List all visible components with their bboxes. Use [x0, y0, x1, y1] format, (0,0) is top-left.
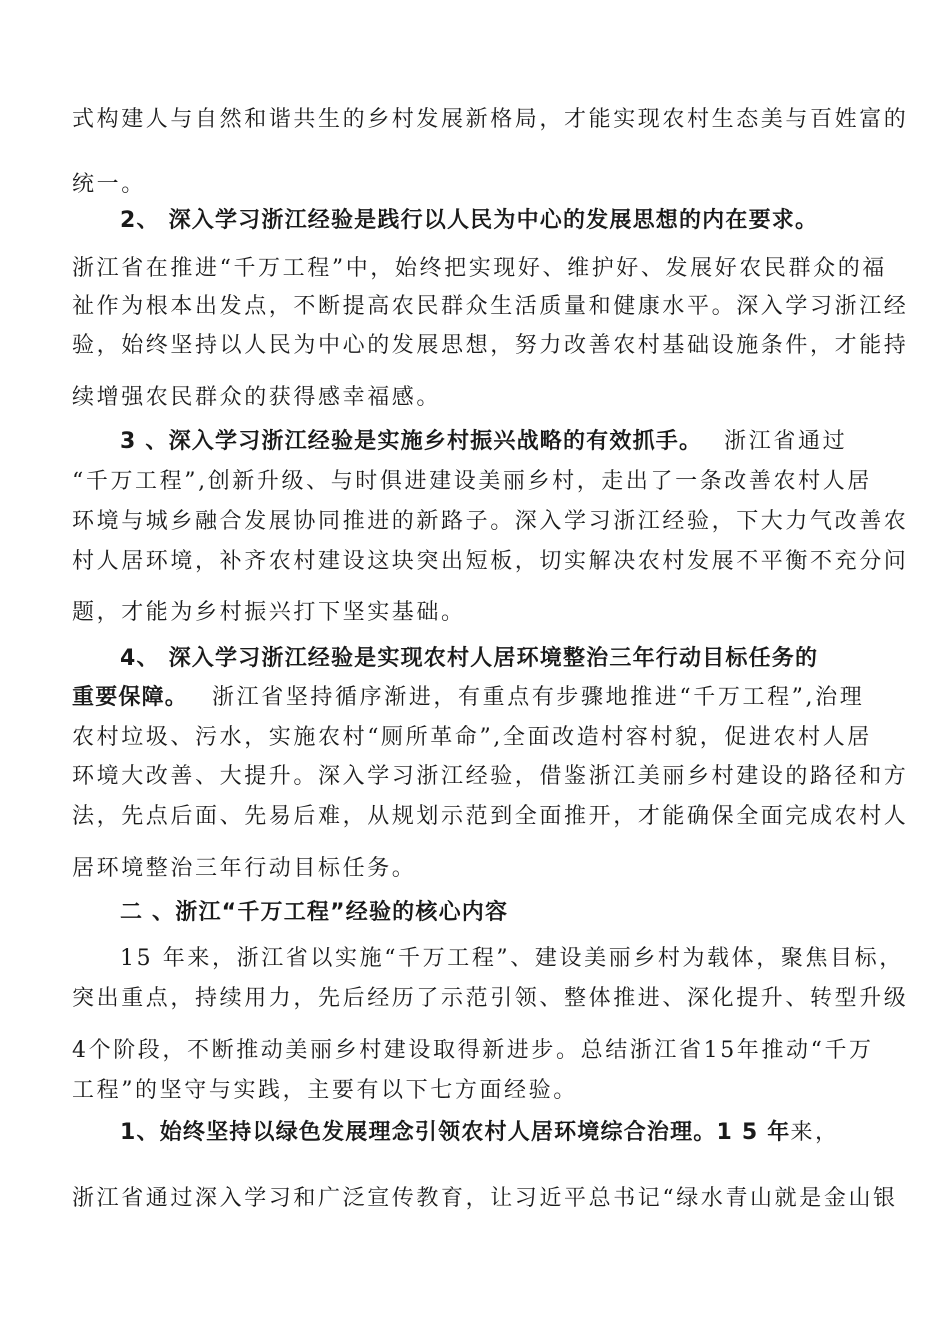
paragraph-line: 农村垃圾、污水，实施农村“厕所革命”,全面改造村容村貌，促进农村人居: [72, 725, 872, 750]
paragraph-text: 浙江省通过: [724, 429, 848, 454]
paragraph-line: 4个阶段，不断推动美丽乡村建设取得新进步。总结浙江省15年推动“千万: [72, 1038, 874, 1063]
paragraph-line: 续增强农民群众的获得感幸福感。: [72, 385, 442, 410]
section-heading: 2、 深入学习浙江经验是践行以人民为中心的发展思想的内在要求。: [120, 208, 819, 233]
paragraph-line: “千万工程”,创新升级、与时俱进建设美丽乡村，走出了一条改善农村人居: [72, 469, 872, 494]
paragraph-line: 村人居环境，补齐农村建设这块突出短板，切实解决农村发展不平衡不充分问: [72, 549, 909, 574]
paragraph-line: [72, 683, 878, 713]
paragraph-line: 式构建人与自然和谐共生的乡村发展新格局，才能实现农村生态美与百姓富的: [72, 107, 909, 132]
paragraph-line: 浙江省在推进“千万工程”中，始终把实现好、维护好、发展好农民群众的福: [72, 256, 887, 281]
section-heading: 4、 深入学习浙江经验是实现农村人居环境整治三年行动目标任务的: [120, 646, 819, 671]
section-heading: 3 、深入学习浙江经验是实施乡村振兴战略的有效抓手。: [120, 429, 703, 454]
paragraph-line: 祉作为根本出发点，不断提高农民群众生活质量和健康水平。深入学习浙江经: [72, 294, 909, 319]
paragraph-line: 题，才能为乡村振兴打下坚实基础。: [72, 600, 466, 625]
paragraph-line: 验，始终坚持以人民为中心的发展思想，努力改善农村基础设施条件，才能持: [72, 333, 909, 358]
paragraph-line: 突出重点，持续用力，先后经历了示范引领、整体推进、深化提升、转型升级: [72, 986, 909, 1011]
paragraph-line: 环境与城乡融合发展协同推进的新路子。深入学习浙江经验，下大力气改善农: [72, 509, 909, 534]
paragraph-text: 来，: [790, 1120, 840, 1145]
paragraph-line: 15 年来，浙江省以实施“千万工程”、建设美丽乡村为载体，聚焦目标，: [120, 946, 904, 971]
paragraph-line: 浙江省通过深入学习和广泛宣传教育，让习近平总书记“绿水青山就是金山银: [72, 1186, 898, 1211]
section-heading: 重要保障。: [72, 685, 189, 710]
paragraph-line: 统一。: [72, 172, 146, 197]
paragraph-line: 工程”的坚守与实践，主要有以下七方面经验。: [72, 1078, 578, 1103]
paragraph-line: 法，先点后面、先易后难，从规划示范到全面推开，才能确保全面完成农村人: [72, 804, 909, 829]
paragraph-line: 居环境整治三年行动目标任务。: [72, 856, 417, 881]
paragraph-line: [120, 427, 878, 457]
section-heading: 1、始终坚持以绿色发展理念引领农村人居环境综合治理。1 5 年: [120, 1120, 791, 1145]
paragraph-text: 浙江省坚持循序渐进，有重点有步骤地推进“千万工程”,治理: [212, 685, 865, 710]
paragraph-line: 环境大改善、大提升。深入学习浙江经验，借鉴浙江美丽乡村建设的路径和方: [72, 764, 909, 789]
section-heading: 二 、浙江“千万工程”经验的核心内容: [120, 900, 509, 925]
paragraph-line: [120, 1118, 878, 1148]
